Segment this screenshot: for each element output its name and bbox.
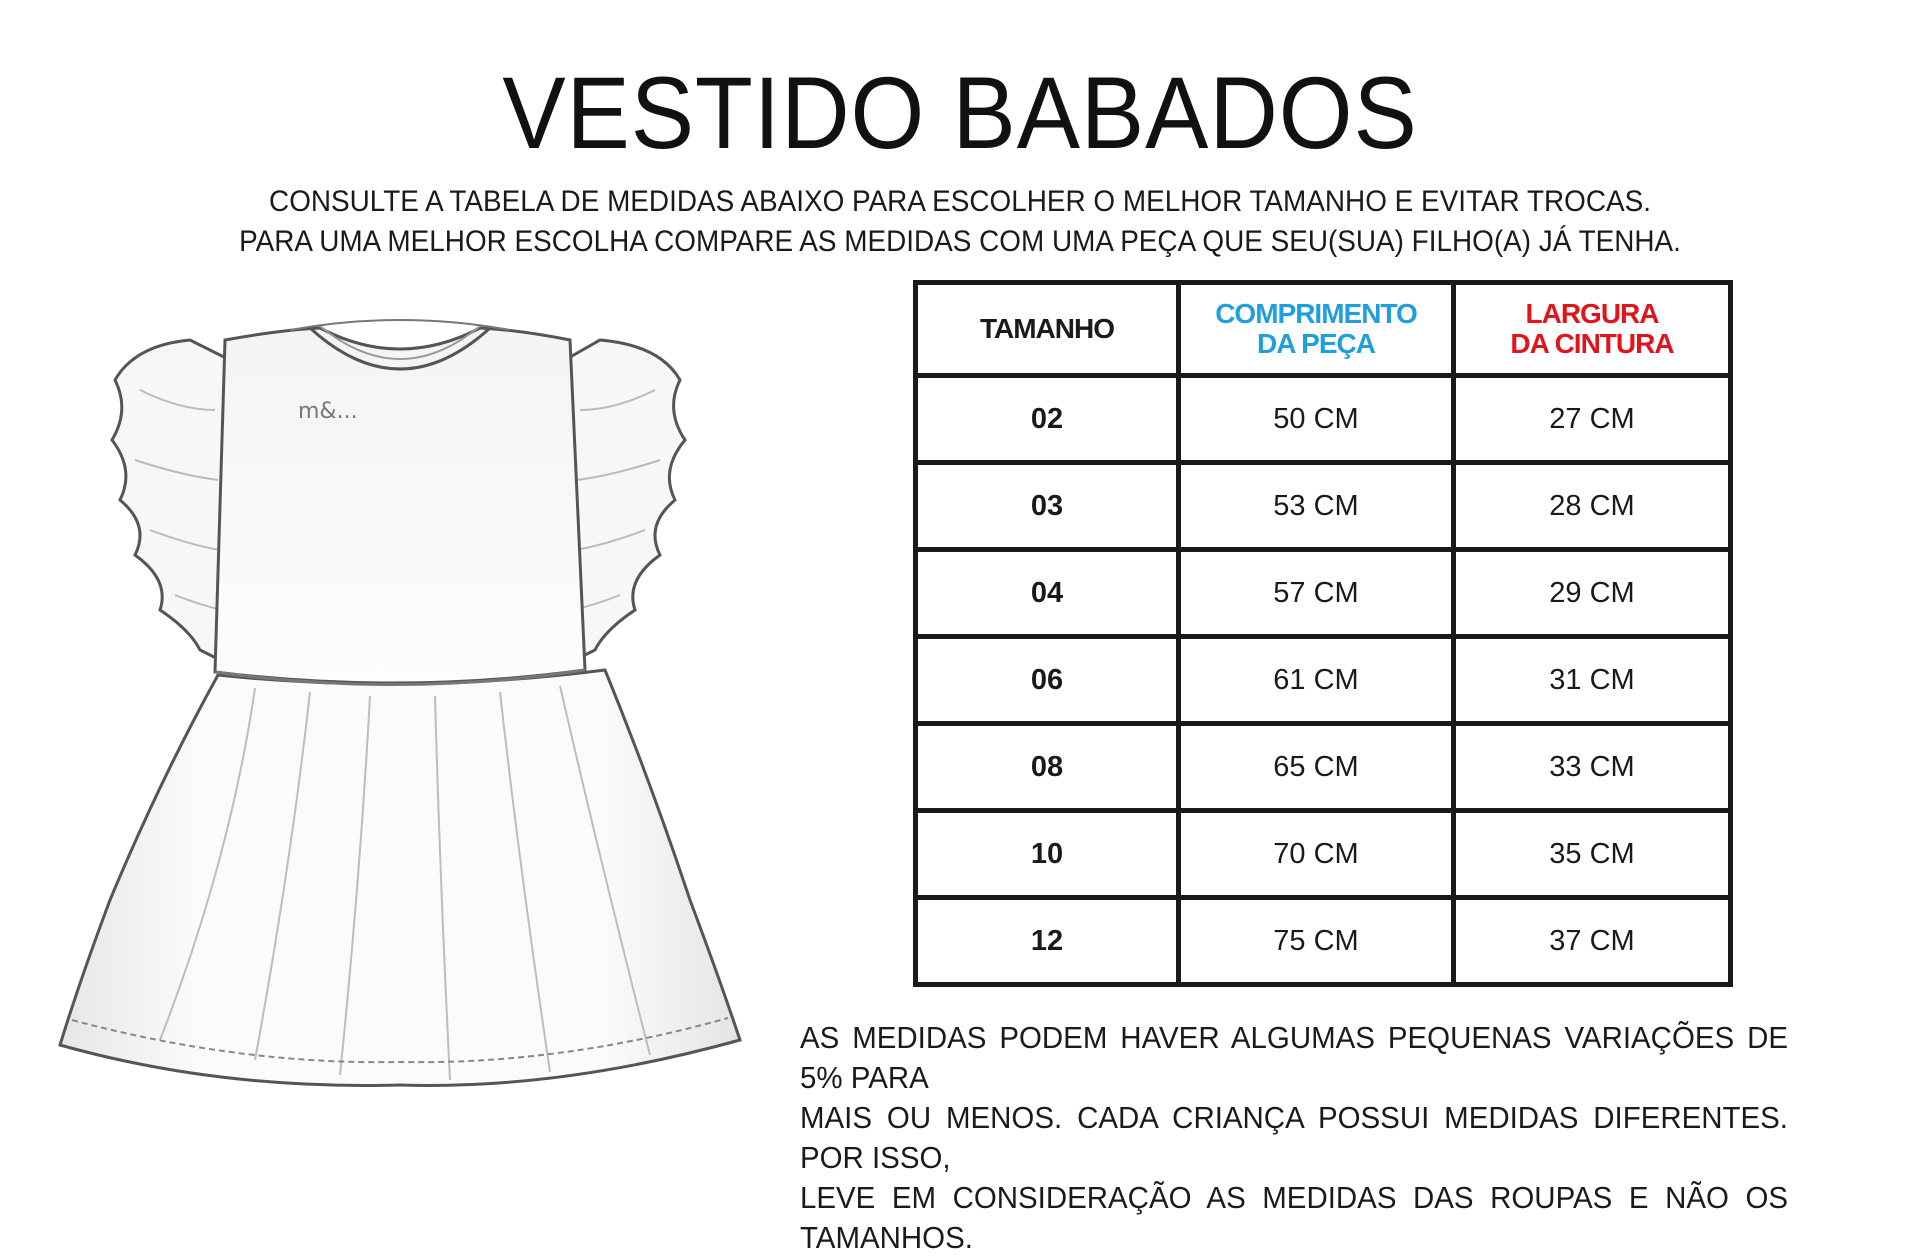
cell-size: 06 — [916, 637, 1179, 724]
cell-waist: 28 CM — [1454, 463, 1731, 550]
table-row — [916, 550, 1731, 637]
ruffle-dress-illustration — [40, 300, 760, 1100]
header-length — [1179, 283, 1454, 376]
cell-waist: 29 CM — [1454, 550, 1731, 637]
header-waist-line-2: DA CINTURA — [1510, 328, 1674, 359]
header-length-line-2: DA PEÇA — [1257, 328, 1375, 359]
subtitle-line-2: PARA UMA MELHOR ESCOLHA COMPARE AS MEDIDAS COM UMA PEÇA QUE SEU(SUA) FILHO(A) JÁ TENHA. — [239, 225, 1681, 258]
table-row — [916, 724, 1731, 811]
cell-size: 04 — [916, 550, 1179, 637]
cell-waist: 31 CM — [1454, 637, 1731, 724]
cell-waist: 33 CM — [1454, 724, 1731, 811]
cell-length: 50 CM — [1179, 376, 1454, 463]
note-line-2: MAIS OU MENOS. CADA CRIANÇA POSSUI MEDIDAS DIFERENTES. POR ISSO, — [800, 1100, 1788, 1175]
header-size — [916, 283, 1179, 376]
table-row — [916, 637, 1731, 724]
cell-size: 08 — [916, 724, 1179, 811]
cell-length: 65 CM — [1179, 724, 1454, 811]
note-line-3: LEVE EM CONSIDERAÇÃO AS MEDIDAS DAS ROUPAS E NÃO OS TAMANHOS. — [800, 1180, 1788, 1255]
cell-size: 02 — [916, 376, 1179, 463]
cell-waist: 37 CM — [1454, 898, 1731, 985]
dress-label-text: m&... — [298, 399, 358, 424]
cell-length: 75 CM — [1179, 898, 1454, 985]
header-size-label: TAMANHO — [979, 313, 1114, 344]
size-table — [913, 280, 1733, 987]
cell-waist: 35 CM — [1454, 811, 1731, 898]
cell-waist: 27 CM — [1454, 376, 1731, 463]
cell-size: 12 — [916, 898, 1179, 985]
cell-length: 57 CM — [1179, 550, 1454, 637]
cell-size: 10 — [916, 811, 1179, 898]
header-waist-line-1: LARGURA — [1525, 298, 1659, 329]
subtitle-line-1: CONSULTE A TABELA DE MEDIDAS ABAIXO PARA ESCOLHER O MELHOR TAMANHO E EVITAR TROCAS. — [269, 185, 1651, 218]
header-length-line-1: COMPRIMENTO — [1215, 298, 1417, 329]
cell-length: 61 CM — [1179, 637, 1454, 724]
note-line-1: AS MEDIDAS PODEM HAVER ALGUMAS PEQUENAS VARIAÇÕES DE 5% PARA — [800, 1020, 1788, 1095]
cell-length: 53 CM — [1179, 463, 1454, 550]
page-title: VESTIDO BABADOS — [502, 56, 1418, 170]
cell-size: 03 — [916, 463, 1179, 550]
table-row — [916, 376, 1731, 463]
table-row — [916, 811, 1731, 898]
measurement-note — [800, 1018, 1788, 1258]
cell-length: 70 CM — [1179, 811, 1454, 898]
size-table-header-row — [916, 283, 1731, 376]
table-row — [916, 463, 1731, 550]
header-waist — [1454, 283, 1731, 376]
table-row — [916, 898, 1731, 985]
